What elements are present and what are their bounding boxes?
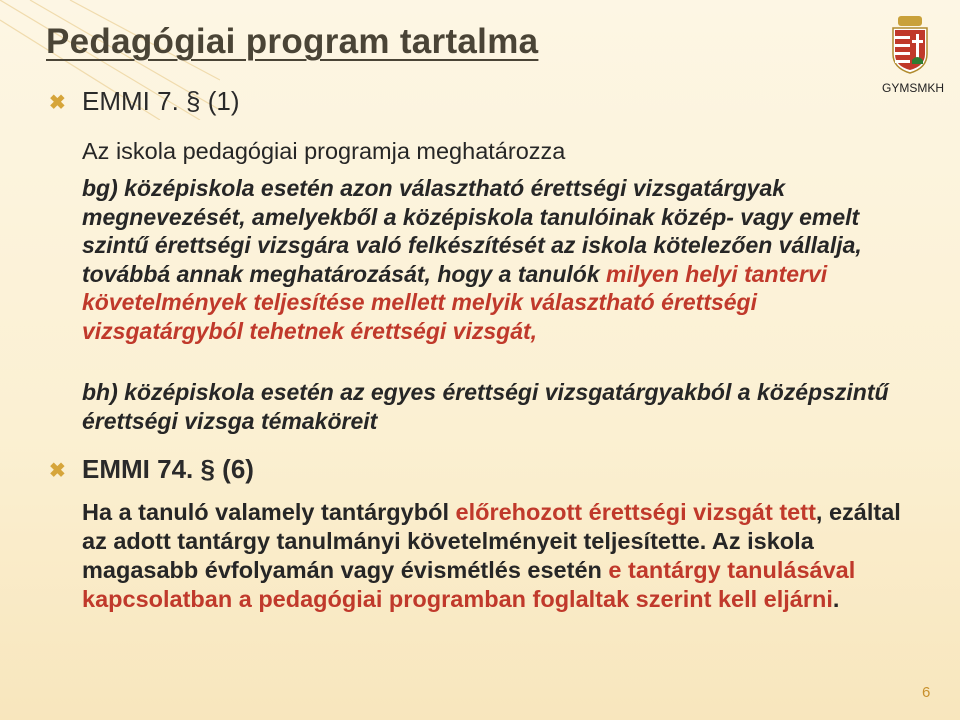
- section2-heading: EMMI 74. § (6): [82, 454, 254, 484]
- section1-heading: EMMI 7. § (1): [82, 86, 240, 116]
- section1-intro: Az iskola pedagógiai programja meghatározza: [82, 138, 566, 164]
- paragraph-bg-text: bg) középiskola esetén azon választható érettségi vizsgatárgyak megnevezését, amelyekből a középiskola tanulóinak közép- vagy emelt szintű érettségi vizsgára való felkészítését az iskola kötelezően vállalja, továbbá annak meghatározását, hogy a tanulók: [82, 175, 862, 287]
- section2-paragraph: [82, 498, 922, 614]
- paragraph-text-2: , ezáltal az adott tantárgy tanulmányi követelményeit teljesítette. Az iskola magasabb évfolyamán vagy évismétlés esetén: [82, 499, 901, 583]
- organization-label: GYMSMKH: [882, 81, 945, 95]
- section1-paragraph-bg: [82, 174, 922, 346]
- paragraph-text-1: Ha a tanuló valamely tantárgyból: [82, 499, 456, 525]
- page-title: Pedagógiai program tartalma: [46, 22, 539, 61]
- paragraph-text-3: .: [832, 586, 840, 612]
- bullet-icon: ✖: [49, 92, 66, 114]
- section1-paragraph-bh: bh) középiskola esetén az egyes érettségi vizsgatárgyakból a középszintű érettségi vizsga témaköreit: [82, 379, 889, 434]
- hungarian-coat-of-arms-icon: [889, 16, 931, 74]
- bullet-icon: ✖: [49, 460, 66, 482]
- paragraph-highlight-2: e tantárgy tanulásával kapcsolatban a pedagógiai programban foglaltak szerint kell eljárni: [82, 557, 856, 612]
- paragraph-bg-highlight: milyen helyi tantervi követelmények teljesítése mellett melyik választható érettségi vizsgatárgyból tehetnek érettségi vizsgát,: [82, 260, 828, 344]
- page-number: 6: [922, 684, 931, 701]
- paragraph-highlight-1: előrehozott érettségi vizsgát tett: [455, 499, 816, 525]
